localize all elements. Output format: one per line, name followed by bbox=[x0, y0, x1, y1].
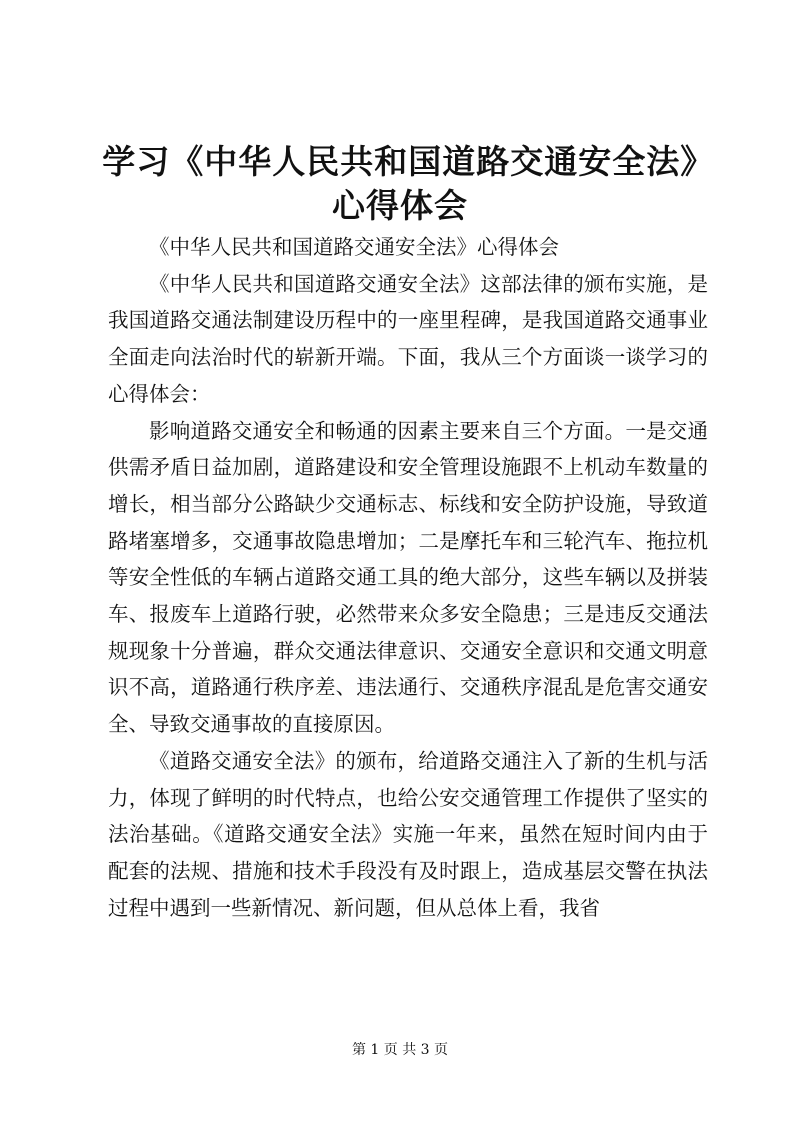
paragraph-law-impact: 《道路交通安全法》的颁布，给道路交通注入了新的生机与活力，体现了鲜明的时代特点，也给公安交通管理工作提供了坚实的法治基础。《道路交通安全法》实施一年来，虽然在短时间内由于配套的法规、措施和技术手段没有及时跟上，造成基层交警在执法过程中遇到一些新情况、新问题，但从总体上看，我省 bbox=[108, 748, 708, 920]
page-number-footer: 第 1 页 共 3 页 bbox=[351, 1042, 449, 1058]
paragraph-intro: 《中华人民共和国道路交通安全法》这部法律的颁布实施，是我国道路交通法制建设历程中的一座里程碑，是我国道路交通事业全面走向法治时代的崭新开端。下面，我从三个方面谈一谈学习的心得体会： bbox=[108, 271, 708, 406]
paragraph-factors: 影响道路交通安全和畅通的因素主要来自三个方面。一是交通供需矛盾日益加剧，道路建设和安全管理设施跟不上机动车数量的增长，相当部分公路缺少交通标志、标线和安全防护设施，导致道路堵塞增多，交通事故隐患增加；二是摩托车和三轮汽车、拖拉机等安全性低的车辆占道路交通工具的绝大部分，这些车辆以及拼装车、报废车上道路行驶，必然带来众多安全隐患；三是违反交通法规现象十分普遍，群众交通法律意识、交通安全意识和交通文明意识不高，道路通行秩序差、违法通行、交通秩序混乱是危害交通安全、导致交通事故的直接原因。 bbox=[108, 418, 708, 737]
document-title: 学习《中华人民共和国道路交通安全法》心得体会 bbox=[102, 142, 698, 225]
document-body bbox=[108, 229, 708, 926]
paragraph-subtitle: 《中华人民共和国道路交通安全法》心得体会 bbox=[149, 235, 559, 259]
